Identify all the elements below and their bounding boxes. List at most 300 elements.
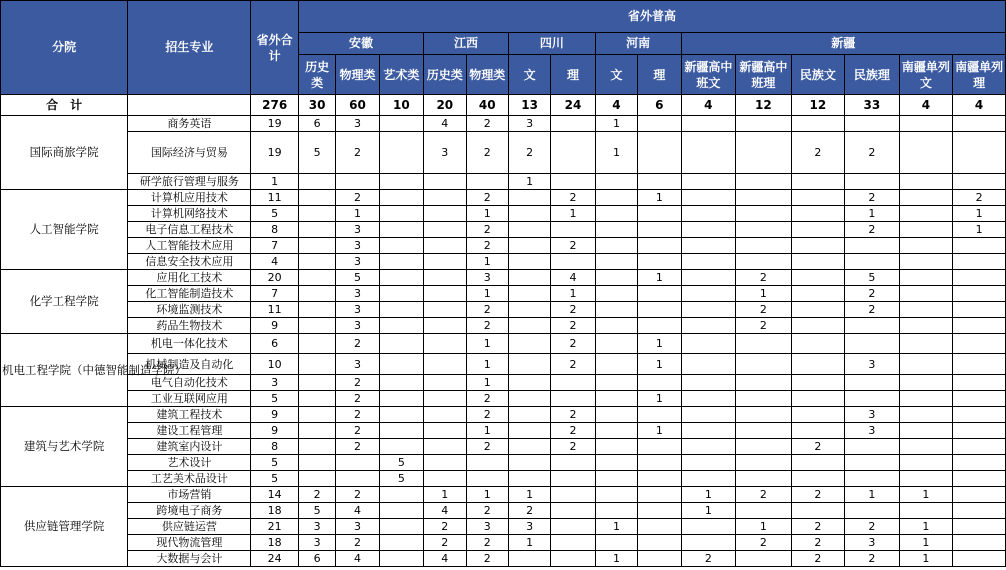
- quota-cell: [681, 375, 736, 391]
- quota-cell: [379, 519, 423, 535]
- quota-cell: [681, 535, 736, 551]
- quota-cell: 4: [551, 270, 595, 286]
- quota-cell: [508, 375, 550, 391]
- table-row: [1, 174, 1006, 190]
- quota-cell: 4: [424, 503, 466, 519]
- major-name: 计算机网络技术: [128, 206, 251, 222]
- quota-cell: 2: [508, 132, 550, 174]
- quota-cell: [736, 222, 792, 238]
- quota-cell: [551, 551, 595, 567]
- college-name: 供应链管理学院: [1, 487, 128, 567]
- quota-cell: [424, 354, 466, 375]
- quota-cell: [638, 222, 681, 238]
- quota-cell: [953, 551, 1006, 567]
- quota-cell: [791, 375, 845, 391]
- major-name: 商务英语: [128, 116, 251, 132]
- total-value: 12: [736, 95, 792, 116]
- quota-cell: 3: [336, 222, 379, 238]
- quota-cell: [298, 302, 335, 318]
- major-name: 环境监测技术: [128, 302, 251, 318]
- quota-cell: 1: [508, 174, 550, 190]
- quota-cell: [899, 254, 953, 270]
- quota-cell: 2: [681, 551, 736, 567]
- quota-cell: 1: [899, 519, 953, 535]
- quota-cell: [681, 270, 736, 286]
- quota-cell: 2: [424, 519, 466, 535]
- quota-cell: 5: [251, 206, 298, 222]
- table-row: [1, 302, 1006, 318]
- quota-cell: [638, 503, 681, 519]
- quota-cell: 2: [551, 439, 595, 455]
- table-row: [1, 375, 1006, 391]
- table-row: [1, 270, 1006, 286]
- quota-cell: 1: [508, 535, 550, 551]
- quota-cell: 2: [736, 318, 792, 334]
- quota-cell: [899, 270, 953, 286]
- quota-cell: [899, 375, 953, 391]
- quota-cell: 2: [551, 423, 595, 439]
- quota-cell: 2: [791, 132, 845, 174]
- table-row: [1, 116, 1006, 132]
- quota-cell: [681, 455, 736, 471]
- quota-cell: 4: [336, 551, 379, 567]
- quota-cell: 6: [298, 551, 335, 567]
- quota-cell: 2: [336, 439, 379, 455]
- total-value: 4: [899, 95, 953, 116]
- quota-cell: [298, 407, 335, 423]
- quota-cell: [508, 334, 550, 354]
- total-value: 6: [638, 95, 681, 116]
- quota-cell: [791, 222, 845, 238]
- quota-cell: [298, 254, 335, 270]
- major-name: 工艺美术品设计: [128, 471, 251, 487]
- quota-cell: [953, 354, 1006, 375]
- quota-cell: [298, 174, 335, 190]
- table-row: [1, 551, 1006, 567]
- quota-cell: 3: [336, 254, 379, 270]
- quota-cell: 2: [736, 270, 792, 286]
- quota-cell: 11: [251, 302, 298, 318]
- quota-cell: [681, 222, 736, 238]
- quota-cell: [595, 487, 637, 503]
- category-header: 民族理: [845, 55, 900, 95]
- quota-cell: [298, 222, 335, 238]
- quota-cell: [595, 254, 637, 270]
- quota-cell: 1: [551, 206, 595, 222]
- quota-cell: [508, 222, 550, 238]
- quota-cell: [845, 334, 900, 354]
- quota-cell: [899, 407, 953, 423]
- quota-cell: 2: [791, 487, 845, 503]
- quota-cell: 2: [845, 190, 900, 206]
- quota-cell: [845, 503, 900, 519]
- quota-cell: [736, 238, 792, 254]
- category-header: 艺术类: [379, 55, 423, 95]
- quota-cell: [791, 116, 845, 132]
- quota-cell: [953, 503, 1006, 519]
- quota-cell: 1: [736, 286, 792, 302]
- quota-cell: [298, 318, 335, 334]
- quota-cell: [595, 503, 637, 519]
- quota-cell: [379, 375, 423, 391]
- quota-cell: 2: [466, 503, 508, 519]
- quota-cell: [424, 407, 466, 423]
- quota-cell: [638, 407, 681, 423]
- quota-cell: 1: [736, 519, 792, 535]
- quota-cell: [791, 174, 845, 190]
- quota-cell: 6: [298, 116, 335, 132]
- quota-cell: [845, 439, 900, 455]
- major-name: 大数据与会计: [128, 551, 251, 567]
- quota-cell: [379, 407, 423, 423]
- total-row: [1, 95, 1006, 116]
- college-header: 分院: [1, 1, 128, 95]
- quota-cell: 2: [466, 535, 508, 551]
- quota-cell: 2: [336, 487, 379, 503]
- quota-cell: [595, 354, 637, 375]
- quota-cell: 2: [336, 334, 379, 354]
- quota-cell: [681, 423, 736, 439]
- quota-cell: 2: [466, 551, 508, 567]
- major-name: 计算机应用技术: [128, 190, 251, 206]
- major-name: 工业互联网应用: [128, 391, 251, 407]
- quota-cell: [845, 471, 900, 487]
- quota-cell: 2: [466, 116, 508, 132]
- total-value: 13: [508, 95, 550, 116]
- quota-cell: [791, 254, 845, 270]
- quota-cell: [551, 391, 595, 407]
- quota-cell: [551, 455, 595, 471]
- quota-cell: 3: [508, 116, 550, 132]
- quota-cell: [736, 254, 792, 270]
- quota-cell: [298, 471, 335, 487]
- quota-cell: [953, 286, 1006, 302]
- quota-cell: [736, 391, 792, 407]
- quota-cell: [379, 503, 423, 519]
- quota-cell: [681, 318, 736, 334]
- quota-cell: 4: [424, 551, 466, 567]
- quota-cell: [899, 503, 953, 519]
- quota-cell: 2: [466, 391, 508, 407]
- quota-cell: [899, 439, 953, 455]
- major-name: 电气自动化技术: [128, 375, 251, 391]
- quota-cell: [379, 391, 423, 407]
- major-name: 机械制造及自动化: [128, 354, 251, 375]
- quota-cell: [638, 132, 681, 174]
- table-row: [1, 318, 1006, 334]
- total-value: 276: [251, 95, 298, 116]
- quota-cell: 2: [336, 391, 379, 407]
- quota-cell: [595, 206, 637, 222]
- quota-cell: [298, 206, 335, 222]
- total-value: 12: [791, 95, 845, 116]
- quota-cell: [379, 439, 423, 455]
- quota-cell: 7: [251, 286, 298, 302]
- quota-cell: 2: [845, 551, 900, 567]
- quota-cell: [736, 471, 792, 487]
- quota-cell: [595, 334, 637, 354]
- quota-cell: [638, 318, 681, 334]
- major-name: 人工智能技术应用: [128, 238, 251, 254]
- quota-cell: [736, 439, 792, 455]
- quota-cell: [791, 206, 845, 222]
- quota-cell: 2: [466, 439, 508, 455]
- quota-cell: [466, 174, 508, 190]
- quota-cell: 1: [953, 206, 1006, 222]
- total-label: 合 计: [1, 95, 128, 116]
- major-name: 市场营销: [128, 487, 251, 503]
- quota-cell: 4: [336, 503, 379, 519]
- quota-cell: 2: [845, 132, 900, 174]
- quota-cell: 2: [551, 238, 595, 254]
- province-henan: 河南: [595, 33, 681, 55]
- quota-cell: [379, 174, 423, 190]
- quota-cell: [595, 174, 637, 190]
- quota-cell: [681, 302, 736, 318]
- quota-cell: 1: [595, 551, 637, 567]
- quota-cell: 1: [638, 190, 681, 206]
- quota-cell: 1: [899, 551, 953, 567]
- quota-cell: 3: [298, 519, 335, 535]
- category-header: 历史类: [424, 55, 466, 95]
- quota-cell: 5: [251, 391, 298, 407]
- quota-cell: [953, 519, 1006, 535]
- quota-cell: [379, 254, 423, 270]
- quota-cell: [551, 116, 595, 132]
- quota-cell: [953, 407, 1006, 423]
- quota-cell: [379, 286, 423, 302]
- quota-cell: [791, 238, 845, 254]
- table-row: [1, 222, 1006, 238]
- quota-cell: [899, 132, 953, 174]
- table-row: [1, 132, 1006, 174]
- quota-cell: 2: [336, 132, 379, 174]
- quota-cell: 1: [466, 334, 508, 354]
- quota-cell: [379, 487, 423, 503]
- quota-cell: [424, 190, 466, 206]
- quota-cell: 5: [298, 503, 335, 519]
- quota-cell: [899, 471, 953, 487]
- quota-cell: [845, 391, 900, 407]
- province-sichuan: 四川: [508, 33, 595, 55]
- quota-cell: 3: [424, 132, 466, 174]
- quota-cell: 1: [899, 487, 953, 503]
- college-name: 建筑与艺术学院: [1, 407, 128, 487]
- college-name: 机电工程学院（中德智能制造学院）: [1, 334, 128, 407]
- quota-cell: [551, 132, 595, 174]
- major-name: 建筑工程技术: [128, 407, 251, 423]
- quota-cell: [791, 455, 845, 471]
- quota-cell: [736, 407, 792, 423]
- quota-cell: [424, 471, 466, 487]
- table-row: [1, 334, 1006, 354]
- quota-cell: 2: [336, 423, 379, 439]
- quota-cell: [508, 423, 550, 439]
- quota-cell: [336, 455, 379, 471]
- quota-cell: 5: [251, 471, 298, 487]
- total-value: 4: [681, 95, 736, 116]
- quota-cell: [638, 487, 681, 503]
- quota-cell: [298, 286, 335, 302]
- quota-cell: 2: [551, 318, 595, 334]
- quota-cell: [899, 190, 953, 206]
- quota-cell: [845, 318, 900, 334]
- quota-cell: [424, 286, 466, 302]
- quota-cell: [791, 503, 845, 519]
- quota-cell: 1: [595, 132, 637, 174]
- quota-cell: 5: [336, 270, 379, 286]
- quota-cell: 2: [466, 318, 508, 334]
- quota-cell: [466, 455, 508, 471]
- category-header: 文: [508, 55, 550, 95]
- quota-cell: [379, 132, 423, 174]
- quota-cell: 3: [336, 286, 379, 302]
- table-row: [1, 471, 1006, 487]
- quota-cell: [953, 116, 1006, 132]
- quota-cell: [508, 286, 550, 302]
- category-header: 物理类: [336, 55, 379, 95]
- quota-cell: [681, 439, 736, 455]
- quota-cell: [953, 174, 1006, 190]
- quota-cell: 2: [953, 190, 1006, 206]
- quota-cell: [508, 471, 550, 487]
- quota-cell: [736, 423, 792, 439]
- quota-cell: [551, 535, 595, 551]
- quota-cell: [638, 535, 681, 551]
- quota-cell: [953, 302, 1006, 318]
- quota-cell: [681, 174, 736, 190]
- quota-cell: 1: [466, 487, 508, 503]
- quota-cell: [424, 222, 466, 238]
- quota-cell: [508, 407, 550, 423]
- quota-cell: [736, 455, 792, 471]
- category-header: 民族文: [791, 55, 845, 95]
- total-value: 10: [379, 95, 423, 116]
- quota-cell: [899, 302, 953, 318]
- quota-cell: 6: [251, 334, 298, 354]
- quota-cell: [736, 206, 792, 222]
- quota-cell: [508, 302, 550, 318]
- quota-cell: [638, 254, 681, 270]
- quota-cell: [899, 318, 953, 334]
- quota-cell: 2: [336, 375, 379, 391]
- major-name: 研学旅行管理与服务: [128, 174, 251, 190]
- quota-cell: [379, 238, 423, 254]
- total-value: 33: [845, 95, 900, 116]
- category-header: 新疆高中班理: [736, 55, 792, 95]
- quota-cell: [424, 439, 466, 455]
- college-name: 国际商旅学院: [1, 116, 128, 190]
- quota-cell: [424, 334, 466, 354]
- total-value: 4: [953, 95, 1006, 116]
- quota-cell: [595, 318, 637, 334]
- quota-cell: [595, 238, 637, 254]
- quota-cell: 2: [336, 190, 379, 206]
- quota-cell: 2: [736, 487, 792, 503]
- quota-cell: 1: [466, 286, 508, 302]
- quota-cell: [953, 535, 1006, 551]
- major-header: 招生专业: [128, 1, 251, 95]
- quota-cell: [899, 206, 953, 222]
- quota-cell: 14: [251, 487, 298, 503]
- quota-cell: 2: [466, 222, 508, 238]
- quota-cell: [595, 407, 637, 423]
- quota-cell: [424, 423, 466, 439]
- quota-cell: 3: [336, 519, 379, 535]
- quota-cell: [899, 423, 953, 439]
- quota-cell: [379, 318, 423, 334]
- quota-cell: [791, 407, 845, 423]
- quota-cell: [551, 375, 595, 391]
- quota-cell: [508, 455, 550, 471]
- quota-cell: [466, 471, 508, 487]
- major-name: 化工智能制造技术: [128, 286, 251, 302]
- quota-cell: [736, 334, 792, 354]
- quota-cell: 1: [638, 391, 681, 407]
- quota-cell: 1: [466, 254, 508, 270]
- quota-cell: [379, 334, 423, 354]
- quota-cell: 2: [424, 535, 466, 551]
- quota-cell: [424, 455, 466, 471]
- quota-cell: [638, 519, 681, 535]
- category-header: 南疆单列理: [953, 55, 1006, 95]
- quota-cell: [551, 174, 595, 190]
- quota-cell: [551, 254, 595, 270]
- quota-cell: 1: [251, 174, 298, 190]
- quota-cell: 2: [466, 132, 508, 174]
- quota-cell: [551, 503, 595, 519]
- quota-cell: 3: [336, 116, 379, 132]
- quota-cell: [638, 116, 681, 132]
- college-name: 化学工程学院: [1, 270, 128, 334]
- total-header: 省外合计: [251, 1, 298, 95]
- quota-cell: [953, 254, 1006, 270]
- quota-cell: [899, 238, 953, 254]
- quota-cell: 1: [466, 354, 508, 375]
- quota-cell: [899, 334, 953, 354]
- quota-cell: [736, 190, 792, 206]
- province-jiangxi: 江西: [424, 33, 509, 55]
- quota-cell: [638, 286, 681, 302]
- quota-cell: [638, 375, 681, 391]
- quota-cell: [681, 471, 736, 487]
- major-name: 药品生物技术: [128, 318, 251, 334]
- quota-cell: 3: [845, 423, 900, 439]
- quota-cell: 5: [379, 471, 423, 487]
- quota-cell: 1: [466, 423, 508, 439]
- quota-cell: [638, 439, 681, 455]
- quota-cell: [736, 174, 792, 190]
- table-row: [1, 286, 1006, 302]
- quota-cell: 2: [551, 334, 595, 354]
- quota-cell: 3: [336, 318, 379, 334]
- major-name: 电子信息工程技术: [128, 222, 251, 238]
- quota-cell: [298, 354, 335, 375]
- quota-cell: [791, 423, 845, 439]
- quota-cell: 3: [336, 238, 379, 254]
- quota-cell: 1: [466, 375, 508, 391]
- quota-cell: [508, 190, 550, 206]
- quota-cell: [681, 238, 736, 254]
- quota-cell: [508, 206, 550, 222]
- quota-cell: 18: [251, 503, 298, 519]
- table-row: [1, 391, 1006, 407]
- quota-cell: [424, 174, 466, 190]
- total-value: 60: [336, 95, 379, 116]
- quota-cell: [736, 354, 792, 375]
- quota-cell: [595, 471, 637, 487]
- quota-cell: 8: [251, 222, 298, 238]
